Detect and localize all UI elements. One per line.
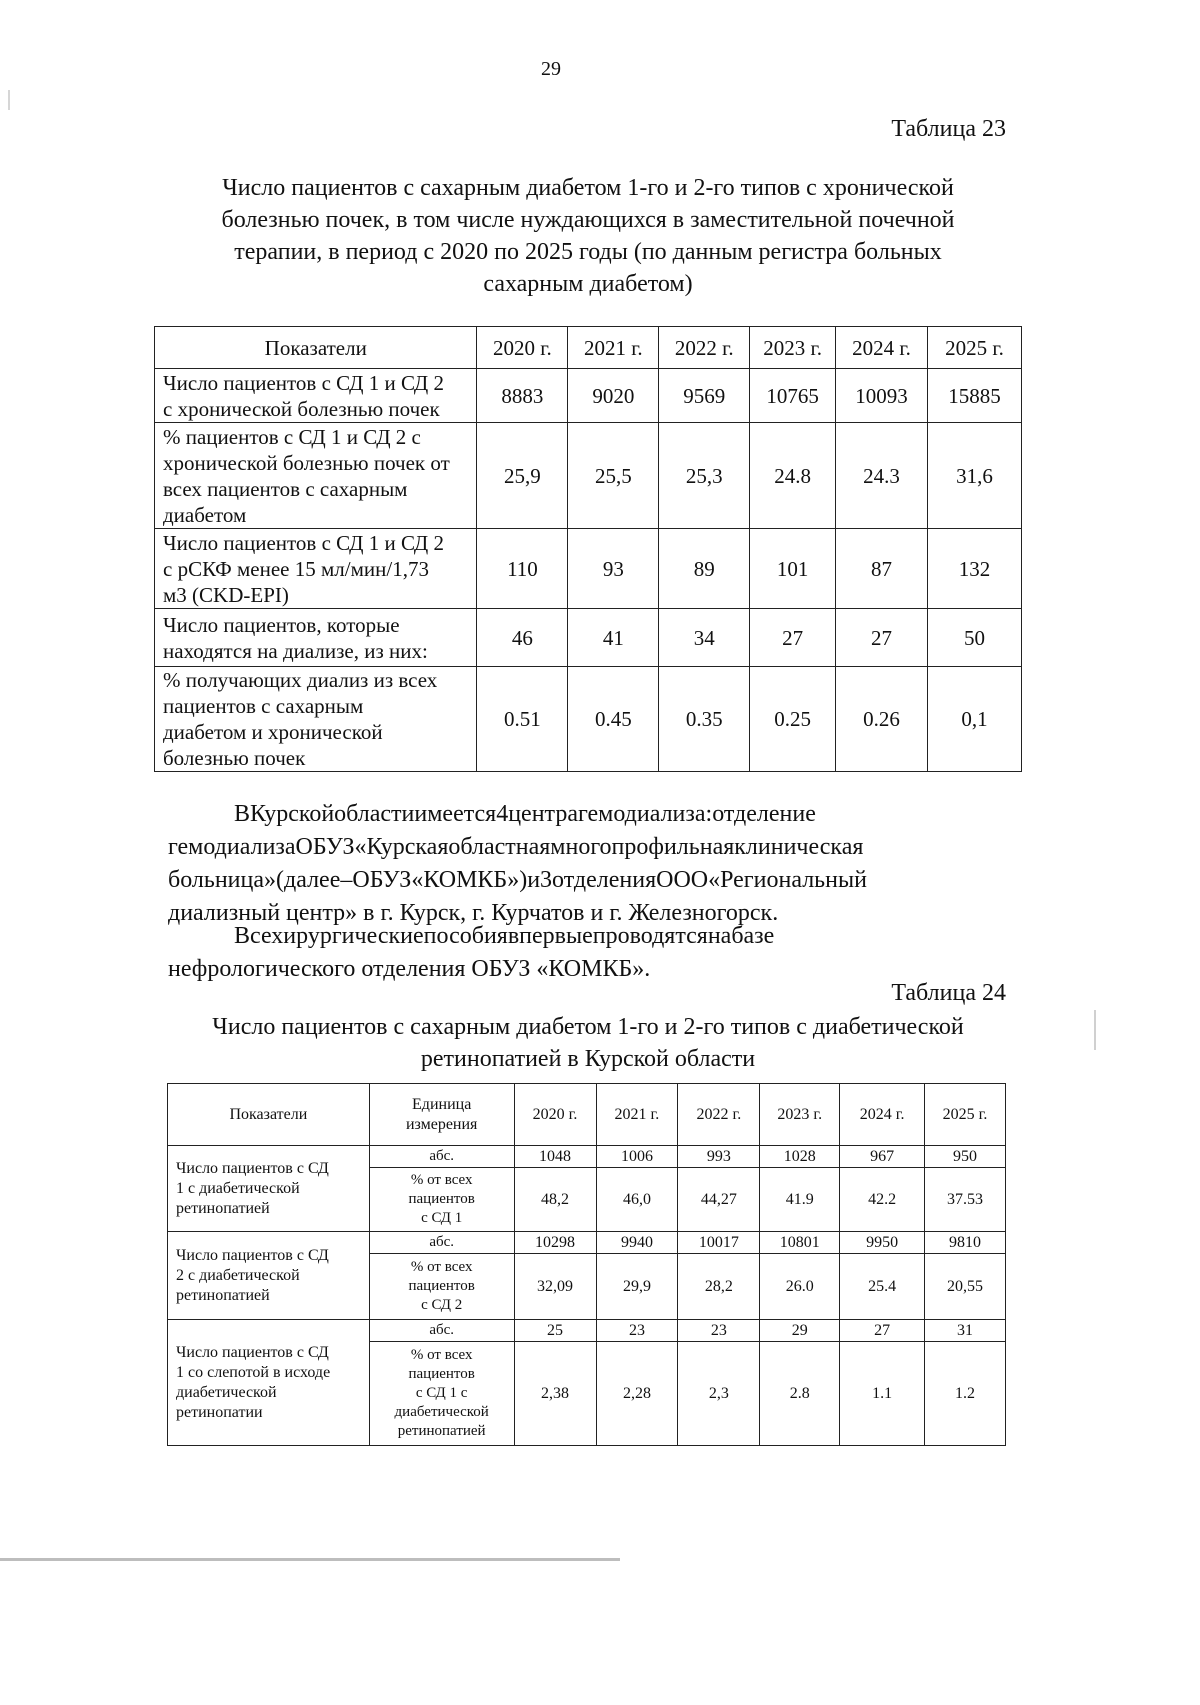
table-cell: 0.45 — [568, 667, 659, 772]
table-row — [155, 529, 1022, 609]
table-cell: 41 — [568, 609, 659, 667]
row-label — [155, 529, 477, 609]
table-23-label: Таблица 23 — [891, 116, 1006, 142]
word: пособия — [423, 923, 508, 949]
header-cell: 2023 г. — [760, 1084, 840, 1146]
table-cell: 10017 — [678, 1232, 760, 1254]
unit-cell — [369, 1168, 514, 1232]
table-cell: 23 — [596, 1320, 678, 1342]
table-cell: 29 — [760, 1320, 840, 1342]
table-cell: 31,6 — [928, 423, 1022, 529]
row-label — [168, 1232, 370, 1320]
page-number: 29 — [541, 58, 561, 80]
table-cell: 9810 — [925, 1232, 1006, 1254]
table-row — [155, 609, 1022, 667]
word: отделения — [552, 867, 657, 893]
unit-line: % от всех — [410, 1347, 473, 1363]
table-cell: 93 — [568, 529, 659, 609]
unit-cell: абс. — [369, 1232, 514, 1254]
unit-line: диабетической — [394, 1404, 489, 1420]
row-label — [168, 1146, 370, 1232]
table-row — [168, 1232, 1006, 1254]
word: области — [334, 801, 415, 827]
unit-line: % от всех — [410, 1259, 473, 1275]
table-cell: 27 — [836, 609, 928, 667]
table-cell: 25,3 — [659, 423, 750, 529]
table-cell: 24.8 — [750, 423, 836, 529]
paragraph-surgery — [168, 920, 1006, 986]
table-cell: 9020 — [568, 369, 659, 423]
row-label-line: болезнью почек — [163, 746, 306, 770]
row-label-line: диабетом и хронической — [163, 720, 383, 744]
paragraph-line: нефрологического отделения ОБУЗ «КОМКБ». — [168, 956, 651, 982]
word: отделение — [712, 801, 816, 827]
table-row — [155, 667, 1022, 772]
paragraph-line — [168, 798, 1006, 831]
table-cell: 26.0 — [760, 1254, 840, 1320]
row-label-line: всех пациентов с сахарным — [163, 476, 408, 501]
header-cell: Показатели — [155, 327, 477, 369]
table-cell: 9569 — [659, 369, 750, 423]
table-row — [168, 1146, 1006, 1168]
table-cell: 23 — [678, 1320, 760, 1342]
unit-line: пациентов — [408, 1278, 475, 1294]
paragraph-line — [168, 920, 1006, 953]
table-23-caption — [150, 172, 1026, 300]
word: проводятся — [592, 923, 708, 949]
paragraph-dialysis-centers — [168, 798, 1006, 930]
table-cell: 20,55 — [925, 1254, 1006, 1320]
table-cell: 25.4 — [840, 1254, 925, 1320]
word: областная — [448, 834, 551, 860]
row-label-line: с рСКФ менее 15 мл/мин/1,73 — [163, 556, 429, 581]
row-label-line: находятся на диализе, из них: — [163, 638, 428, 663]
row-label-line: Число пациентов с СД — [176, 1343, 329, 1361]
word: «Региональный — [708, 867, 867, 893]
paragraph-line: диализный центр» в г. Курск, г. Курчатов и г. Железногорск. — [168, 900, 779, 926]
caption-line: терапии, в период с 2020 по 2025 годы (по данным регистра больных — [234, 239, 942, 265]
unit-cell — [369, 1342, 514, 1446]
table-cell: 8883 — [477, 369, 568, 423]
table-cell: 29,9 — [596, 1254, 678, 1320]
row-label-line: Число пациентов с СД 1 и СД 2 — [163, 370, 444, 395]
table-cell: 1.2 — [925, 1342, 1006, 1446]
unit-line: пациентов — [408, 1191, 475, 1207]
table-row — [168, 1320, 1006, 1342]
header-cell: 2024 г. — [836, 327, 928, 369]
table-cell: 34 — [659, 609, 750, 667]
row-label-line: пациентов с сахарным — [163, 694, 364, 718]
scan-artifact-line — [0, 1558, 620, 1561]
table-cell: 48,2 — [514, 1168, 596, 1232]
table-cell: 15885 — [928, 369, 1022, 423]
word: впервые — [507, 923, 593, 949]
table-cell: 31 — [925, 1320, 1006, 1342]
word: многопрофильная — [550, 834, 735, 860]
header-cell: 2021 г. — [568, 327, 659, 369]
word: гемодиализа: — [577, 801, 713, 827]
row-label-line: 1 со слепотой в исходе — [176, 1363, 331, 1381]
header-cell: 2020 г. — [514, 1084, 596, 1146]
word: ОБУЗ — [352, 867, 412, 893]
table-cell: 110 — [477, 529, 568, 609]
table-cell: 24.3 — [836, 423, 928, 529]
table-cell: 0,1 — [928, 667, 1022, 772]
paragraph-line — [168, 864, 1006, 897]
word: на — [707, 923, 732, 949]
row-label-line: 2 с диабетической — [176, 1266, 300, 1284]
row-label-line: Число пациентов с СД — [176, 1159, 329, 1177]
row-label — [168, 1320, 370, 1446]
header-cell: 2025 г. — [925, 1084, 1006, 1146]
table-cell: 967 — [840, 1146, 925, 1168]
word: ООО — [656, 867, 709, 893]
table-cell: 32,09 — [514, 1254, 596, 1320]
unit-cell: абс. — [369, 1146, 514, 1168]
word: 4 — [496, 801, 509, 827]
table-cell: 44,27 — [678, 1168, 760, 1232]
table-cell: 10801 — [760, 1232, 840, 1254]
table-cell: 27 — [750, 609, 836, 667]
unit-line: с СД 1 с — [415, 1385, 468, 1401]
header-cell: 2021 г. — [596, 1084, 678, 1146]
table-cell: 10298 — [514, 1232, 596, 1254]
table-24-label: Таблица 24 — [891, 980, 1006, 1006]
table-cell: 1048 — [514, 1146, 596, 1168]
word: (далее — [276, 867, 341, 893]
header-cell-unit — [369, 1084, 514, 1146]
table-header-row — [155, 327, 1022, 369]
word: Все — [234, 923, 272, 949]
row-label — [155, 369, 477, 423]
word: больница» — [168, 867, 276, 893]
table-cell: 2.8 — [760, 1342, 840, 1446]
row-label — [155, 667, 477, 772]
table-cell: 0.25 — [750, 667, 836, 772]
table-cell: 993 — [678, 1146, 760, 1168]
table-cell: 9950 — [840, 1232, 925, 1254]
table-cell: 1028 — [760, 1146, 840, 1168]
table-cell: 0.35 — [659, 667, 750, 772]
row-label — [155, 609, 477, 667]
table-cell: 25,5 — [568, 423, 659, 529]
table-cell: 46 — [477, 609, 568, 667]
word: В — [234, 801, 251, 827]
scan-artifact-mark — [1094, 1010, 1096, 1050]
row-label-line: Число пациентов с СД — [176, 1246, 329, 1264]
caption-line: Число пациентов с сахарным диабетом 1-го и 2-го типов с диабетической — [212, 1014, 964, 1040]
table-cell: 1.1 — [840, 1342, 925, 1446]
table-cell: 101 — [750, 529, 836, 609]
table-cell: 10765 — [750, 369, 836, 423]
table-cell: 28,2 — [678, 1254, 760, 1320]
row-label-line: % пациентов с СД 1 и СД 2 с — [163, 424, 421, 449]
row-label-line: % получающих диализ из всех — [163, 668, 438, 692]
unit-line: пациентов — [408, 1366, 475, 1382]
table-row — [155, 369, 1022, 423]
table-cell: 50 — [928, 609, 1022, 667]
word: гемодиализа — [168, 834, 296, 860]
word: «Курская — [354, 834, 449, 860]
row-label-line: с хронической болезнью почек — [163, 396, 440, 421]
table-24 — [167, 1083, 1006, 1446]
table-cell: 41.9 — [760, 1168, 840, 1232]
header-cell: 2022 г. — [659, 327, 750, 369]
word: 3 — [540, 867, 553, 893]
table-cell: 950 — [925, 1146, 1006, 1168]
table-cell: 0.26 — [836, 667, 928, 772]
row-label-line: ретинопатией — [176, 1286, 270, 1304]
caption-line: болезнью почек, в том числе нуждающихся в заместительной почечной — [221, 207, 955, 233]
table-cell: 0.51 — [477, 667, 568, 772]
header-unit-line: измерения — [405, 1115, 478, 1133]
table-cell: 42.2 — [840, 1168, 925, 1232]
word: ОБУЗ — [295, 834, 355, 860]
row-label-line: ретинопатии — [176, 1403, 263, 1421]
unit-cell: абс. — [369, 1320, 514, 1342]
header-cell: 2022 г. — [678, 1084, 760, 1146]
header-cell: 2023 г. — [750, 327, 836, 369]
table-cell: 132 — [928, 529, 1022, 609]
row-label-line: хронической болезнью почек от — [163, 450, 450, 475]
table-cell: 10093 — [836, 369, 928, 423]
table-header-row — [168, 1084, 1006, 1146]
row-label-line: диабетической — [176, 1383, 277, 1401]
table-24-caption — [150, 1011, 1026, 1075]
table-row — [155, 423, 1022, 529]
header-cell: Показатели — [168, 1084, 370, 1146]
word: и — [527, 867, 541, 893]
table-23 — [154, 326, 1022, 772]
header-cell: 2020 г. — [477, 327, 568, 369]
unit-line: с СД 1 — [421, 1210, 463, 1226]
word: Курской — [250, 801, 335, 827]
scan-artifact-mark — [8, 90, 10, 110]
row-label-line: Число пациентов, которые — [163, 612, 400, 637]
word: базе — [731, 923, 775, 949]
word: хирургические — [271, 923, 424, 949]
table-cell: 87 — [836, 529, 928, 609]
caption-line: сахарным диабетом) — [483, 271, 693, 297]
header-cell: 2024 г. — [840, 1084, 925, 1146]
table-cell: 46,0 — [596, 1168, 678, 1232]
unit-line: ретинопатией — [397, 1423, 486, 1439]
unit-line: с СД 2 — [421, 1297, 463, 1313]
unit-cell — [369, 1254, 514, 1320]
row-label-line: 1 с диабетической — [176, 1179, 300, 1197]
table-cell: 2,38 — [514, 1342, 596, 1446]
caption-line: ретинопатией в Курской области — [420, 1046, 756, 1072]
word: – — [340, 867, 353, 893]
table-cell: 9940 — [596, 1232, 678, 1254]
row-label-line: м3 (CKD-EPI) — [163, 582, 289, 607]
word: клиническая — [734, 834, 864, 860]
caption-line: Число пациентов с сахарным диабетом 1-го и 2-го типов с хронической — [222, 175, 954, 201]
paragraph-line — [168, 831, 1006, 864]
table-cell: 2,28 — [596, 1342, 678, 1446]
table-cell: 2,3 — [678, 1342, 760, 1446]
header-cell: 2025 г. — [928, 327, 1022, 369]
row-label-line: диабетом — [163, 502, 247, 527]
table-cell: 27 — [840, 1320, 925, 1342]
unit-line: % от всех — [410, 1172, 473, 1188]
row-label-line: ретинопатией — [176, 1199, 270, 1217]
table-cell: 25,9 — [477, 423, 568, 529]
table-cell: 89 — [659, 529, 750, 609]
row-label-line: Число пациентов с СД 1 и СД 2 — [163, 530, 444, 555]
header-unit-line: Единица — [412, 1095, 472, 1113]
word: «КОМКБ») — [411, 867, 528, 893]
row-label — [155, 423, 477, 529]
word: имеется — [414, 801, 497, 827]
table-cell: 25 — [514, 1320, 596, 1342]
table-cell: 1006 — [596, 1146, 678, 1168]
table-cell: 37.53 — [925, 1168, 1006, 1232]
word: центра — [508, 801, 578, 827]
